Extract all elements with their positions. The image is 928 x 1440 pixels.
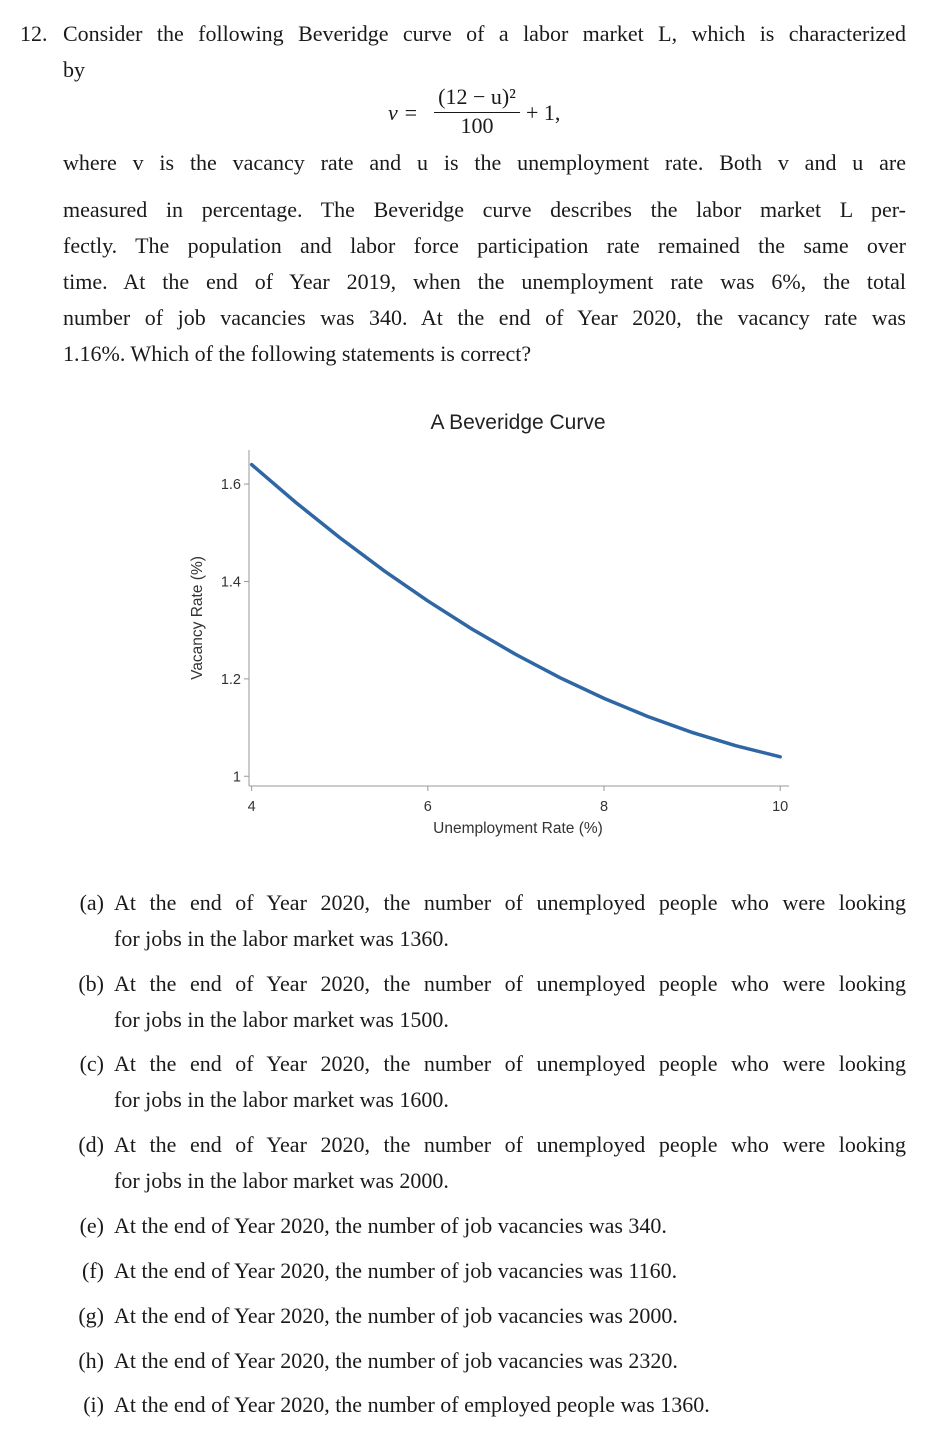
option-label: (c) [79,1051,104,1076]
y-tick-label: 1 [232,769,241,786]
formula-rhs: + 1, [526,100,561,125]
x-tick-label: 4 [247,799,256,815]
option-label: (i) [83,1392,104,1417]
x-axis-label: Unemployment Rate (%) [433,820,603,837]
option-text-line: At the end of Year 2020, the number of unemployed people who were looking [114,971,906,996]
y-axis-label: Vacancy Rate (%) [189,556,206,680]
option-label: (b) [78,971,104,996]
beveridge-curve-line [252,465,781,757]
question-intro-line-1: Consider the following Beveridge curve of a labor market L, which is characterized [63,21,906,46]
chart-title: A Beveridge Curve [430,411,606,434]
option-label: (f) [82,1258,104,1283]
option-text-line: At the end of Year 2020, the number of job vacancies was 1160. [114,1258,678,1283]
option-text-line: At the end of Year 2020, the number of employed people was 1360. [114,1392,710,1417]
y-tick-label: 1.2 [220,671,241,688]
formula-denominator: 100 [460,113,494,138]
chart-canvas [180,400,820,850]
question-body-line-1: where v is the vacancy rate and u is the unemployment rate. Both v and u are [63,150,906,175]
formula-numerator: (12 − u)² [434,84,520,113]
y-tick-label: 1.6 [220,477,241,494]
question-body-line-2: measured in percentage. The Beveridge curve describes the labor market L per- [63,197,906,222]
option-text-line: At the end of Year 2020, the number of job vacancies was 2000. [114,1303,678,1328]
question-number: 12. [20,21,48,46]
option-text-line: for jobs in the labor market was 1500. [114,1007,449,1032]
option-text-line: At the end of Year 2020, the number of unemployed people who were looking [114,1132,906,1157]
question-body-line-6: 1.16%. Which of the following statements is correct? [63,341,532,366]
option-text-line: At the end of Year 2020, the number of unemployed people who were looking [114,890,906,915]
option-label: (e) [79,1213,104,1238]
formula-fraction [434,84,520,139]
x-tick-label: 6 [423,799,432,815]
option-text-line: At the end of Year 2020, the number of unemployed people who were looking [114,1051,906,1076]
option-label: (d) [78,1132,104,1157]
x-tick-label: 10 [772,799,789,815]
question-body-line-3: fectly. The population and labor force participation rate remained the same over [63,233,906,258]
option-text-line: for jobs in the labor market was 2000. [114,1168,449,1193]
y-tick-label: 1.4 [220,574,241,591]
question-body-line-5: number of job vacancies was 340. At the end of Year 2020, the vacancy rate was [63,305,906,330]
formula-lhs: v = [388,100,419,125]
question-intro-line-2: by [63,57,85,82]
x-tick-label: 8 [599,799,609,815]
option-text-line: for jobs in the labor market was 1600. [114,1087,449,1112]
beveridge-chart [180,400,820,850]
option-text-line: for jobs in the labor market was 1360. [114,926,449,951]
question-body-line-4: time. At the end of Year 2019, when the unemployment rate was 6%, the total [63,269,906,294]
option-label: (g) [78,1303,104,1328]
option-label: (a) [79,890,104,915]
option-label: (h) [78,1348,104,1373]
option-text-line: At the end of Year 2020, the number of job vacancies was 2320. [114,1348,678,1373]
option-text-line: At the end of Year 2020, the number of job vacancies was 340. [114,1213,667,1238]
